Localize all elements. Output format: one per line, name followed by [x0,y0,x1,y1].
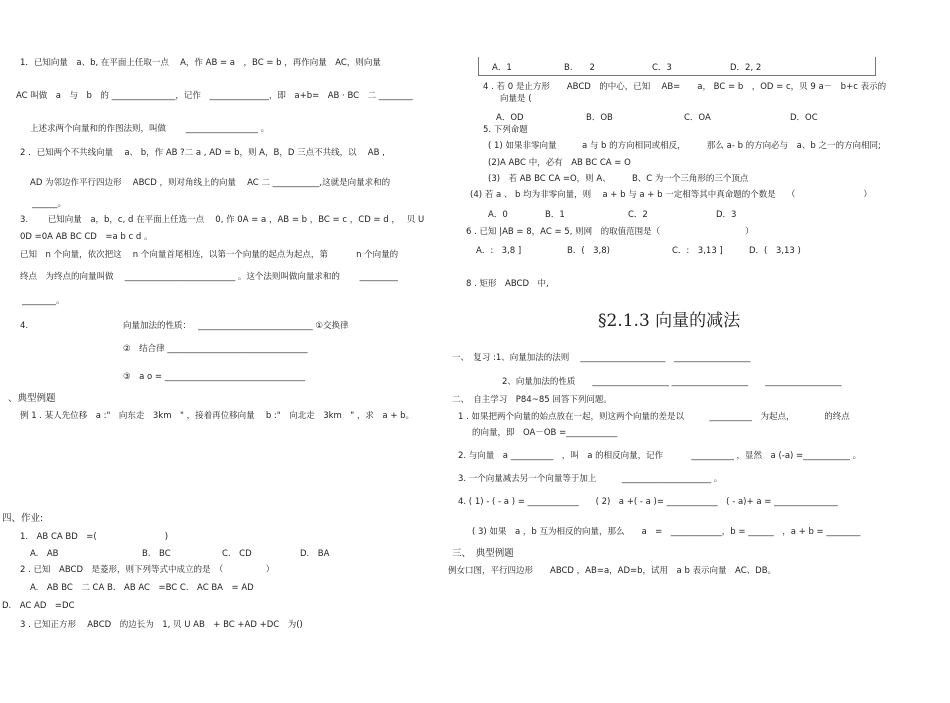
left-q3-line1: 3. 已知向量 a，b，c, d 在平面上任选一点 0, 作 0A = a ，AB = b ，BC = c ，CD = d ， 贝 U [20,215,425,225]
right-q4-line2: 向量是 ( [500,94,532,104]
left-q2-line2: AD 为邻边作平行四边形 ABCD ，则对角线上的向量 AC 二 ___________,这就是向量求和的 [30,178,391,188]
left-q3-line4: 终点 为终点的向量叫做 __________________________ 。这个法则叫做向量求和的 _________ [20,272,398,282]
right-example-1: 例女口图，平行四边形 ABCD ，AB=a，AD=b，试用 a b 表示向量 AC、DB。 [448,566,777,576]
right-q5-statement-4: (4) 若 a 、 b 均为非零向量，则 a + b 与 a + b 一定相等其中真命题的个数是 （ ） [470,190,872,200]
right-self-study-2: 2. 与向量 a __________ ，叫 a 的相反向量，记作 __________ ，显然 a (-a) =___________ 。 [458,451,862,461]
right-q4-option-c: C．OA [684,113,711,123]
right-self-study-3: 3. 一个向量减去另一个向量等于加上 _____________________ 。 [458,474,723,484]
right-self-study-4: 4. ( 1) - ( - a ) = ____________ ( 2) a +( - a )= ____________ ( - a)+ a = _______________ [458,497,838,507]
left-q1-line2: AC 叫做 a 与 b 的 _______________，记作 ______________，即 a+b= AB · BC 二 ________ [16,91,413,101]
right-self-study-heading: 二、 自主学习 P84~85 回答下列问题。 [452,395,612,405]
left-q4-zero: ③ a o = _________________________________ [123,372,306,382]
left-section-examples: 、典型例题 [8,393,56,404]
right-q5-statement-1: ( 1) 如果非零向量 a 与 b 的方向相同或相反， 那么 a- b 的方向必与 a、b 之一的方向相同; [488,141,881,151]
right-q3-option-c: C．3 [652,63,672,73]
right-self-study-1-line1: 1 . 如果把两个向量的始点放在一起，则这两个向量的差是以 __________ 为起点， 的终点 [458,412,850,422]
right-examples-heading: 三、 典型例题 [452,548,514,559]
left-q4-number: 4. [20,321,29,331]
right-q8-question: 8 . 矩形 ABCD 中, [466,279,549,289]
right-q5-option-c: C．2 [628,210,648,220]
left-q4-associative: ② 结合律 _________________________________ [123,344,308,354]
left-hw2-question: 2 . 已知 ABCD 是菱形，则下列等式中成立的是 （ ） [20,565,275,575]
left-q3-line2: 0D =0A AB BC CD =a b c d 。 [20,232,153,242]
right-q3-option-b: B. 2 [564,63,595,73]
right-q4-line1: 4 . 若 0 是止方形 ABCD 的中心，已知 AB= a， BC = b ，OD = c，贝 9 a－ b+c 表示的 [483,82,887,92]
left-hw1-option-c: C. CD [222,549,252,559]
right-q6-option-d: D．( 3,13 ) [749,246,801,256]
right-q5-option-d: D．3 [716,210,737,220]
right-q3-option-d: D．2, 2 [730,63,762,73]
left-q2-line1: 2 ．已知两个不共线向量 a、 b，作 AB ?二 a , AD = b，则 A，B，D 三点不共线，以 AB , [20,148,385,158]
left-section-homework: 四、作业: [2,513,44,524]
right-review-2: 2、向量加法的性质 __________________ __________________ __________________ [502,377,842,387]
right-q3-option-a: A．1 [492,63,512,73]
question-box-border [478,57,876,76]
right-q5-heading: 5. 下列命题 [483,125,528,135]
section-title-vector-subtraction: §2.1.3 向量的减法 [598,311,741,331]
right-self-study-1-line2: 的向量，即 OA－OB =____________ [472,428,618,438]
left-hw3-question: 3 . 已知正方形 ABCD 的边长为 1, 贝 U AB + BC +AD +DC 为() [20,620,303,630]
right-q5-option-a: A．0 [488,210,508,220]
left-example-1: 例 1 . 某人先位移 a :" 向东走 3km " ，接着再位移向量 b :" 向北走 3km " ，求 a + b。 [20,411,415,421]
right-q4-option-d: D．OC [790,113,818,123]
left-hw1-question: 1. AB CA BD =( ) [20,532,169,542]
left-hw2-options-abc: A. AB BC 二 CA B. AB AC =BC C. AC BA = AD [30,583,254,593]
right-q4-option-a: A．OD [496,113,524,123]
left-q3-line5: ________。 [22,296,65,306]
right-q6-question: 6 . 已知 |AB = 8，AC = 5, 则网 的取值范围是（ ） [466,227,754,237]
right-review-1: 一、 复习 :1、向量加法的法则 ____________________ __________________ [452,353,751,363]
left-q1-line1: 1．已知向量 a、b, 在平面上任取一点 A，作 AB = a ，BC = b ，再作向量 AC，则向量 [20,58,381,68]
left-hw1-option-a: A. AB [30,549,59,559]
left-q4-property: 向量加法的性质： ___________________________ ①交换律 [123,321,349,331]
right-q6-option-b: B．( 3,8) [567,246,610,256]
right-q6-option-a: A．: 3,8 ] [476,246,522,256]
left-hw1-option-d: D. BA [300,549,330,559]
left-q1-line3: 上述求两个向量和的作图法则，叫做 _________________ 。 [30,124,270,134]
right-q6-option-c: C．: 3,13 ] [672,246,723,256]
left-hw1-option-b: B. BC [142,549,171,559]
right-self-study-4-3: ( 3) 如果 a ，b 互为相反的向量，那么 a = ____________，b = ______ ，a + b = ________ [472,527,861,537]
left-hw2-option-d: D. AC AD =DC [2,601,75,611]
right-q5-statement-3: (3) 若 AB BC CA =O，则 A、 B、C 为一个三角形的三个顶点 [488,174,749,184]
right-q5-option-b: B．1 [545,210,565,220]
left-q2-line3: ______。 [32,199,67,209]
right-q5-statement-2: (2)A ABC 中，必有 AB BC CA = O [488,158,631,168]
left-q3-line3: 已知 n 个向量，依次把这 n 个向量首尾相连，以第一个向量的起点为起点，第 n 个向量的 [20,250,399,260]
right-q4-option-b: B．OB [586,113,613,123]
